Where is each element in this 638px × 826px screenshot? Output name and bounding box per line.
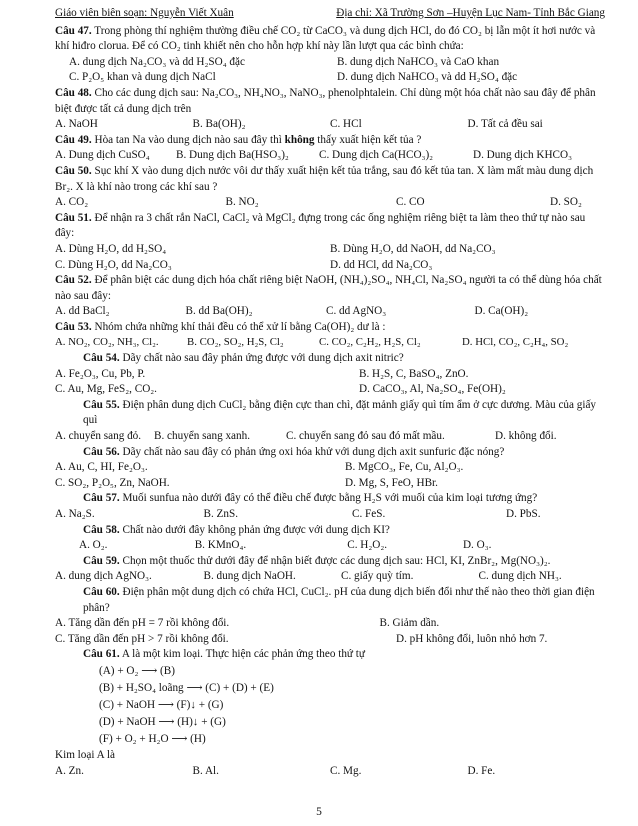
question-58: Câu 58. Chất nào dưới đây không phản ứng được với dung dịch KI?: [83, 523, 390, 536]
options-55: A. chuyển sang đỏ. B. chuyển sang xanh. C. chuyển sang đỏ sau đó mất mầu. D. không đổi.: [55, 430, 557, 443]
options-56: A. Au, C, HI, Fe₂O₃. B. MgCO₃, Fe, Cu, Al₂O₃.: [55, 461, 464, 474]
options-57: A. Na₂S. B. ZnS. C. FeS. D. PbS.: [55, 508, 541, 520]
question-48: Câu 48. Cho các dung dịch sau: Na₂CO₃, NH₄NO₃, NaNO₃, phenolphtalein. Chỉ dùng một hóa chất nào sau đây để phân biệt được tất cả dung dịch trên: [55, 86, 596, 115]
options-56b: C. SO₂, P₂O₅, Zn, NaOH. D. Mg, S, FeO, HBr.: [55, 476, 438, 489]
options-50: A. CO₂ B. NO₂ C. CO D. SO₂: [55, 196, 582, 209]
question-52: Câu 52. Để phân biệt các dung dịch hóa chất riêng biệt NaOH, (NH₄)₂SO₄, NH₄Cl, Na₂SO₄ người ta có thể dùng hóa chất nào sau đây:: [55, 274, 602, 302]
question-49: Câu 49. Hòa tan Na vào dung dịch nào sau đây thì không thấy xuất hiện kết tủa ?: [55, 133, 422, 146]
reaction-list: [55, 663, 605, 748]
question-47: Câu 47. Trong phòng thí nghiệm thường điều chế CO₂ từ CaCO₃ và dung dịch HCl, do đó CO₂ bị lẫn một ít hơi nước và khí hiđro clorua. Để có CO₂ tinh khiết nên cho hỗn hợp khí này lần lượt qua các bình chứa:: [55, 24, 596, 53]
options-51: A. Dùng H₂O, dd H₂SO₄ B. Dùng H₂O, dd NaOH, dd Na₂CO₃: [55, 242, 496, 255]
question-59: Câu 59. Chọn một thuốc thử dưới đây để nhận biết được các dung dịch sau: HCl, KI, ZnBr₂, Mg(NO₃)₂.: [83, 554, 551, 567]
options-47: A. dung dịch Na₂CO₃ và dd H₂SO₄ đặc B. dung dịch NaHCO₃ và CaO khan: [69, 55, 500, 68]
header-author: Giáo viên biên soạn: Nguyễn Viết Xuân: [55, 7, 234, 19]
question-61: Câu 61. A là một kim loại. Thực hiện các phản ứng theo thứ tự: [83, 648, 365, 661]
reaction-2: (B) + H₂SO₄ loãng ⟶ (C) + (D) + (E): [99, 681, 274, 694]
header-address: Địa chỉ: Xã Trường Sơn –Huyện Lục Nam- Tỉnh Bắc Giang: [336, 7, 605, 19]
options-60b: C. Tăng dần đến pH > 7 rồi không đổi. D. pH không đổi, luôn nhỏ hơn 7.: [55, 632, 548, 645]
options-53: A. NO₂, CO₂, NH₃, Cl₂. B. CO₂, SO₂, H₂S, Cl₂ C. CO₂, C₂H₂, H₂S, Cl₂ D. HCl, CO₂, C₂H₄, SO₂: [55, 336, 569, 349]
reaction-5: (F) + O₂ + H₂O ⟶ (H): [99, 732, 206, 745]
options-60: A. Tăng dần đến pH = 7 rồi không đổi. B. Giảm dần.: [55, 617, 440, 630]
question-50: Câu 50. Sục khí X vào dung dịch nước vôi dư thấy xuất hiện kết tủa trắng, sau đó kết tủa tan. X làm mất màu dung dịch Br₂. X là khí nào trong các khí sau ?: [55, 164, 594, 193]
options-58: A. O₂. B. KMnO₄. C. H₂O₂. D. O₃.: [79, 539, 492, 552]
question-54: Câu 54. Dãy chất nào sau đây phản ứng được với dung dịch axit nitric?: [83, 352, 404, 365]
options-47b: C. P₂O₅ khan và dung dịch NaCl D. dung dịch NaHCO₃ và dd H₂SO₄ đặc: [69, 71, 518, 84]
question-56: Câu 56. Dãy chất nào sau đây có phản ứng oxi hóa khử với dung dịch axit sunfuric đặc nóng?: [83, 445, 505, 458]
options-54b: C. Au, Mg, FeS₂, CO₂. D. CaCO₃, Al, Na₂SO₄, Fe(OH)₂: [55, 383, 506, 396]
reaction-4: (D) + NaOH ⟶ (H)↓ + (G): [99, 715, 226, 728]
options-59: A. dung dịch AgNO₃. B. dung dịch NaOH. C. giấy quỳ tím. C. dung dịch NH₃.: [55, 570, 562, 583]
reaction-1: (A) + O₂ ⟶ (B): [99, 664, 175, 677]
question-55: Câu 55. Điện phân dung dịch CuCl₂ bằng điện cực than chì, đặt mảnh giấy quì tím ẩm ở cực dương. Màu của giấy quì: [83, 398, 597, 427]
options-48: A. NaOH B. Ba(OH)₂ C. HCl D. Tất cả đều sai: [55, 118, 543, 131]
page-header: [55, 6, 605, 22]
question-61-tail: Kim loại A là: [55, 748, 115, 761]
reaction-3: (C) + NaOH ⟶ (F)↓ + (G): [99, 698, 224, 711]
options-61: A. Zn. B. Al. C. Mg. D. Fe.: [55, 764, 496, 777]
document-page: [55, 6, 605, 779]
options-51b: C. Dùng H₂O, dd Na₂CO₃ D. dd HCl, dd Na₂CO₃: [55, 258, 433, 271]
options-52: A. dd BaCl₂ B. dd Ba(OH)₂ C. dd AgNO₃ D. Ca(OH)₂: [55, 305, 529, 318]
question-53: Câu 53. Nhóm chứa những khí thải đều có thể xử lí bằng Ca(OH)₂ dư là :: [55, 320, 386, 333]
question-60: Câu 60. Điện phân một dung dịch có chứa HCl, CuCl₂. pH của dung dịch biến đổi như thế nào theo thời gian điện phân?: [83, 585, 595, 614]
options-49: A. Dung dịch CuSO₄ B. Dung dịch Ba(HSO₃)₂ C. Dung dịch Ca(HCO₃)₂ D. Dung dịch KHCO₃: [55, 149, 572, 162]
options-54: A. Fe₂O₃, Cu, Pb, P. B. H₂S, C, BaSO₄, ZnO.: [55, 367, 469, 380]
question-51: Câu 51. Để nhận ra 3 chất rắn NaCl, CaCl₂ và MgCl₂ đựng trong các ống nghiệm riêng biệt ta làm theo thứ tự nào sau đây:: [55, 211, 586, 240]
page-number: 5: [316, 806, 322, 818]
question-57: Câu 57. Muối sunfua nào dưới đây có thể điều chế được bằng H₂S với muối của kim loại tương ứng?: [83, 492, 538, 505]
